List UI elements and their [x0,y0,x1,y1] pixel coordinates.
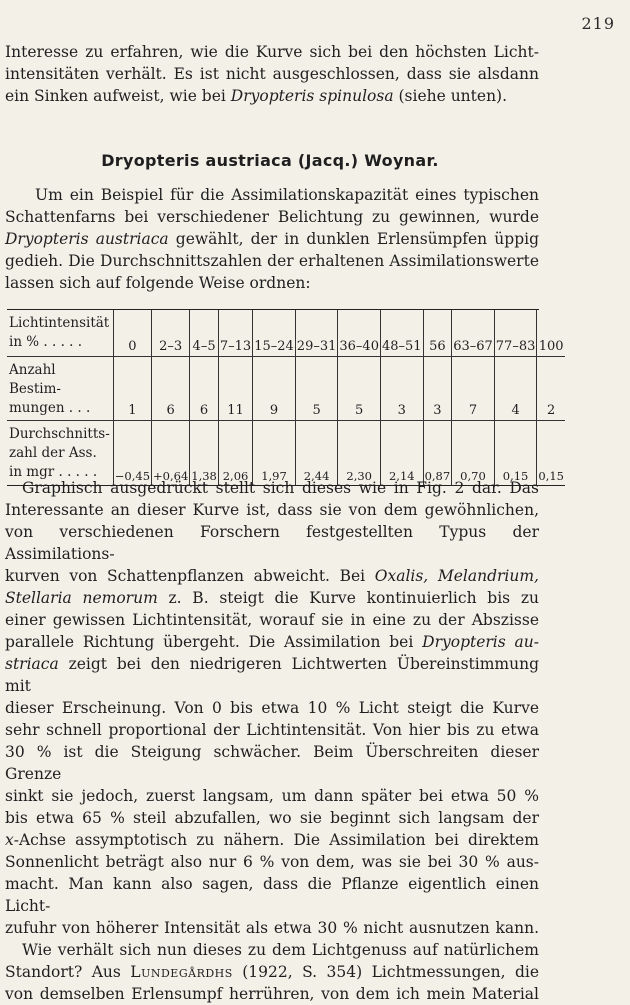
species-name: striaca [5,655,59,673]
table-cell: 2,44 [295,421,338,486]
text-fragment: (1922, S. 354) Lichtmessungen, die [232,963,539,981]
table-cell: 48–51 [380,310,423,357]
page-number: 219 [581,14,615,33]
text-line: sehr schnell proportional der Lichtintensität. Von hier bis zu etwa [5,721,539,739]
table-cell: 2,14 [380,421,423,486]
text-fragment: zeigt bei den niedrigeren Lichtwerten Übereinstimmung mit [5,655,539,695]
text-line [5,228,539,250]
text-line: intensitäten verhält. Es ist nicht ausgeschlossen, dass sie alsdann [5,65,539,83]
text-line [5,85,539,107]
math-variable: x [5,831,14,849]
text-line: dieser Erscheinung. Von 0 bis etwa 10 % Licht steigt die Kurve [5,699,539,717]
table-cell: 15–24 [253,310,296,357]
row-label: Durchschnitts-zahl der Ass. in mgr . . . . . [7,421,113,486]
text-fragment: ein Sinken aufweist, wie bei [5,87,231,105]
table-cell: 2 [537,357,565,421]
table-cell: 1 [113,357,151,421]
text-line [5,653,539,697]
text-line: bis etwa 65 % steil abzufallen, wo sie beginnt sich langsam der [5,809,539,827]
table-cell: +0,64 [152,421,190,486]
table-cell: 56 [423,310,452,357]
table-cell: −0,45 [113,421,151,486]
table-cell: 7–13 [218,310,252,357]
text-line: Interessante an dieser Kurve ist, dass sie von dem gewöhnlichen, [5,501,539,519]
table-cell: 11 [218,357,252,421]
table-cell: 2,30 [338,421,381,486]
table-row-average [7,421,565,486]
table-cell: 0,70 [452,421,495,486]
table-cell: 29–31 [295,310,338,357]
text-line: von verschiedenen Forschern festgestellten Typus der Assimilations- [5,523,539,563]
table-cell: 77–83 [494,310,537,357]
table-cell: 4–5 [190,310,219,357]
text-fragment: (siehe unten). [393,87,508,105]
section-heading: Dryopteris austriaca (Jacq.) Woynar. [101,151,439,170]
text-line: macht. Man kann also sagen, dass die Pflanze eigentlich einen Licht- [5,875,539,915]
text-fragment: gewählt, der in dunklen Erlensümpfen üppig [168,230,540,248]
table-cell: 0,15 [494,421,537,486]
table-cell: 4 [494,357,537,421]
text-line: 30 % ist die Steigung schwächer. Beim Überschreiten dieser Grenze [5,743,539,783]
paragraph-2 [5,477,539,1005]
table-cell: 6 [190,357,219,421]
text-line: von demselben Erlensumpf herrühren, von dem ich mein Material [5,985,539,1003]
table-cell: 5 [338,357,381,421]
intro-paragraph [5,41,539,107]
species-name: Dryopteris au- [422,633,539,651]
table-row-count [7,357,565,421]
row-label: Lichtintensität in % . . . . . [7,310,113,357]
author-name: Lundegårdhs [130,963,233,981]
text-line: Interesse zu erfahren, wie die Kurve sich bei den höchsten Licht- [5,43,539,61]
table-cell: 63–67 [452,310,495,357]
species-name: Dryopteris spinulosa [230,87,394,105]
table-cell: 6 [152,357,190,421]
table-cell: 1,38 [190,421,219,486]
text-line: lassen sich auf folgende Weise ordnen: [5,274,311,292]
text-line [5,961,539,983]
text-line: Wie verhält sich nun dieses zu dem Lichtgenuss auf natürlichem [22,941,539,959]
table-row-light-intensity [7,310,565,357]
text-line [5,631,539,653]
table-cell: 1,97 [253,421,296,486]
text-line [5,587,539,609]
species-name: Dryopteris austriaca [5,230,169,248]
table-cell: 0,87 [423,421,452,486]
text-line: zufuhr von höherer Intensität als etwa 30 % nicht ausnutzen kann. [5,919,539,937]
paragraph-1 [5,184,539,294]
text-line: Graphisch ausgedrückt stellt sich dieses wie in Fig. 2 dar. Das [22,479,539,497]
text-line: gedieh. Die Durchschnittszahlen der erhaltenen Assimilationswerte [5,252,539,270]
text-fragment: parallele Richtung übergeht. Die Assimilation bei [5,633,423,651]
table-cell: 2,06 [218,421,252,486]
species-name: Stellaria nemorum [5,589,158,607]
text-line: Sonnenlicht beträgt also nur 6 % von dem, was sie bei 30 % aus- [5,853,539,871]
text-line [5,565,539,587]
species-name: Oxalis, Melandrium, [374,567,539,585]
row-label: Anzahl Bestim-mungen . . . [7,357,113,421]
text-line: einer gewissen Lichtintensität, worauf sie in eine zu der Abszisse [5,611,539,629]
text-fragment: -Achse assymptotisch zu nähern. Die Assimilation bei direktem [13,831,539,849]
text-fragment: z. B. steigt die Kurve kontinuierlich bis zu [157,589,539,607]
assimilation-table [7,309,564,486]
text-fragment: kurven von Schattenpflanzen abweicht. Bei [5,567,375,585]
table-cell: 9 [253,357,296,421]
table-cell: 0,15 [537,421,565,486]
text-line: Schattenfarns bei verschiedener Belichtung zu gewinnen, wurde [5,208,539,226]
table-cell: 100 [537,310,565,357]
table-cell: 3 [380,357,423,421]
table-cell: 2–3 [152,310,190,357]
text-fragment: Standort? Aus [5,963,131,981]
table-cell: 7 [452,357,495,421]
table-cell: 3 [423,357,452,421]
text-line: Um ein Beispiel für die Assimilationskapazität eines typischen [35,186,539,204]
text-line [5,829,539,851]
table-cell: 5 [295,357,338,421]
text-line: sinkt sie jedoch, zuerst langsam, um dann später bei etwa 50 % [5,787,539,805]
table-cell: 36–40 [338,310,381,357]
table-cell: 0 [113,310,151,357]
